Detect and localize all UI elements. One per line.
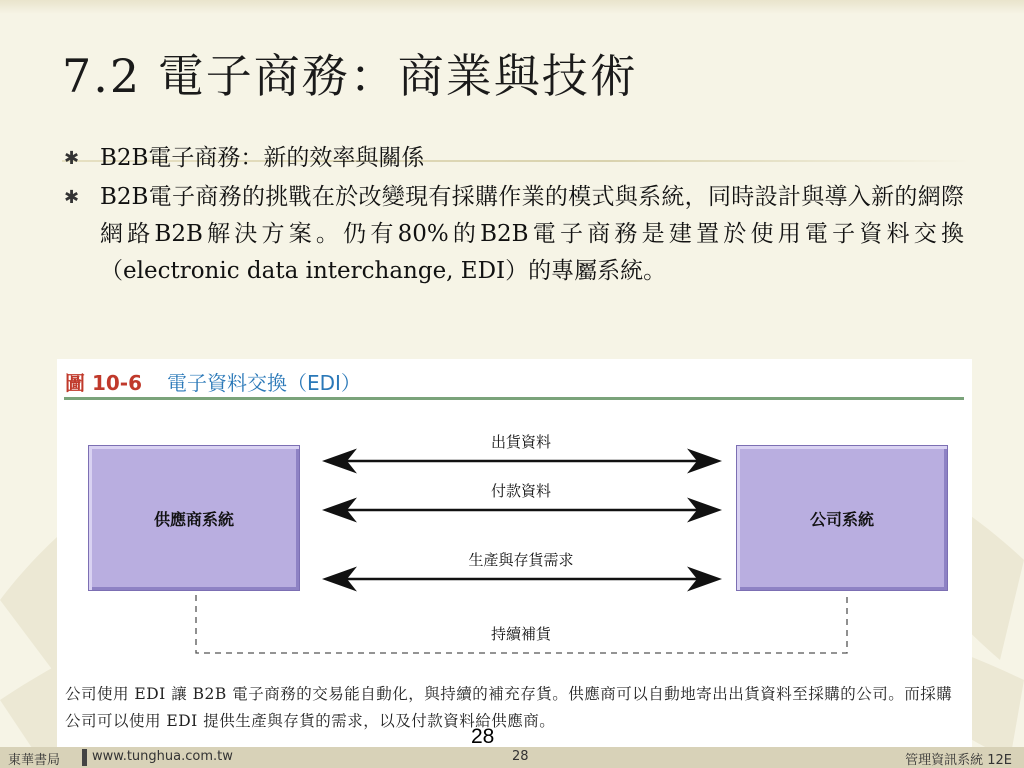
footer-book-title: 管理資訊系統 12E — [905, 753, 1012, 768]
company-system-box: 公司系統 — [736, 445, 948, 591]
footer-page-number: 28 — [512, 749, 529, 764]
bullet-text: B2B電子商務：新的效率與關係 — [100, 145, 425, 171]
supplier-system-box: 供應商系統 — [88, 445, 300, 591]
bullet-item — [64, 140, 964, 177]
footer-publisher: 東華書局 — [8, 753, 61, 768]
bullet-text: B2B電子商務的挑戰在於改變現有採購作業的模式與系統，同時設計與導入新的網際網路B2B解決方案。仍有80%的B2B電子商務是建置於使用電子資料交換（electronic data interchange, EDI）的專屬系統。 — [100, 184, 964, 284]
slide-title: 7.2 電子商務：商業與技術 — [62, 49, 638, 103]
footer-bar — [0, 747, 1024, 768]
asterisk-icon: ✱ — [64, 187, 80, 208]
bullet-list — [64, 140, 964, 290]
flow-label-demand: 生產與存貨需求 — [468, 551, 574, 569]
top-band — [0, 0, 1024, 14]
figure-number: 圖 10-6 — [65, 371, 143, 395]
footer-url[interactable]: www.tunghua.com.tw — [92, 749, 233, 764]
asterisk-icon: ✱ — [64, 148, 80, 169]
flow-label-replenishment: 持續補貨 — [490, 625, 552, 643]
figure-title: 電子資料交換（EDI） — [166, 371, 361, 395]
flow-label-shipping: 出貨資料 — [490, 433, 552, 451]
footer-separator — [82, 749, 87, 766]
flow-label-payment: 付款資料 — [490, 482, 552, 500]
figure-caption: 公司使用 EDI 讓 B2B 電子商務的交易能自動化，與持續的補充存貨。供應商可以自動地寄出出貨資料至採購的公司。而採購公司可以使用 EDI 提供生產與存貨的需求，以及付款資料給供應商。 — [65, 685, 953, 730]
edi-figure — [57, 359, 972, 749]
bullet-item — [64, 179, 964, 290]
page-number-overlay: 28 — [471, 725, 495, 748]
